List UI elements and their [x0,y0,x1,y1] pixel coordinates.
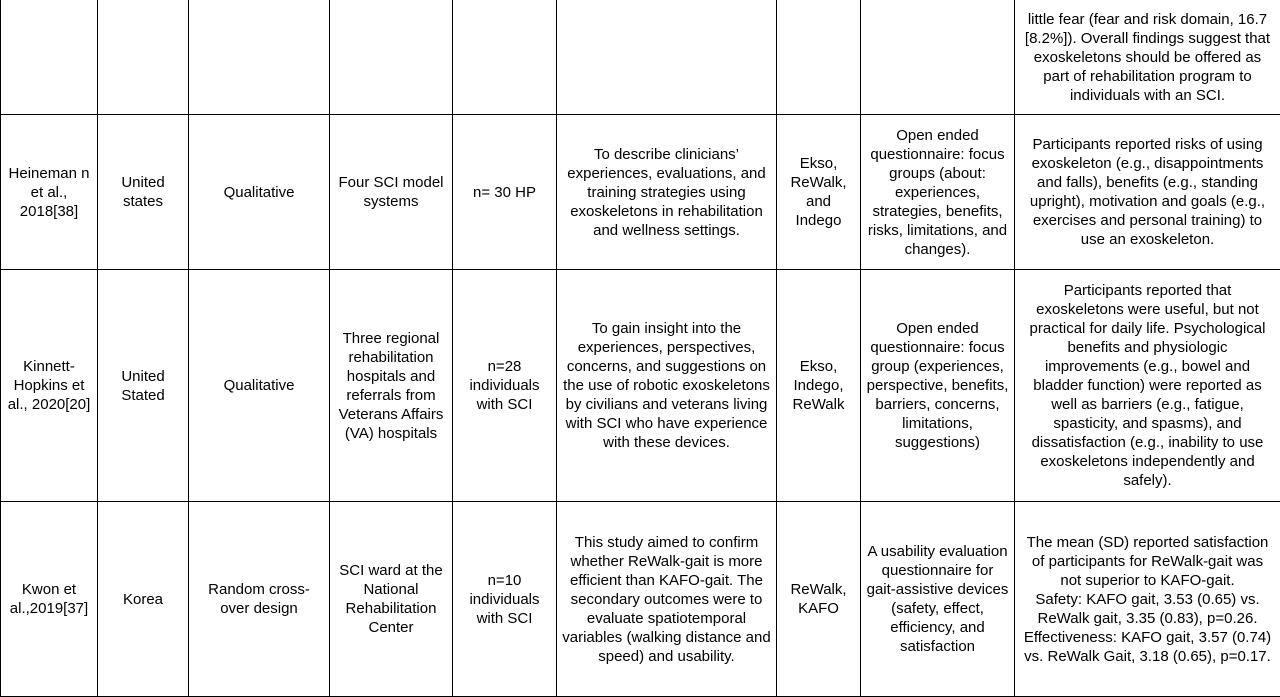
findings-effectiveness-line: Effectiveness: KAFO gait, 3.57 (0.74) vs. ReWalk Gait, 3.18 (0.65), p=0.17. [1023,628,1272,665]
aim-cell [557,0,777,115]
sample-cell [453,0,557,115]
findings-paragraph: The mean (SD) reported satisfaction of participants for ReWalk-gait was not superior to KAFO-gait. [1026,533,1269,589]
findings-cell: little fear (fear and risk domain, 16.7 [8.2%]). Overall findings suggest that exoskeletons should be offered as part of rehabilitation program to individuals with an SCI. [1015,0,1280,115]
measure-cell: Open ended questionnaire: focus groups (about: experiences, strategies, benefits, risks, limitations, and changes). [861,115,1015,270]
author-cell: Kwon et al.,2019[37] [1,502,98,697]
design-cell: Qualitative [189,115,330,270]
country-cell [98,0,189,115]
device-cell: ReWalk, KAFO [777,502,861,697]
device-cell: Ekso, ReWalk, and Indego [777,115,861,270]
country-cell: United states [98,115,189,270]
sample-cell: n=28 individuals with SCI [453,270,557,502]
design-cell: Random cross-over design [189,502,330,697]
country-cell: Korea [98,502,189,697]
measure-cell: Open ended questionnaire: focus group (experiences, perspective, benefits, barriers, concerns, limitations, suggestions) [861,270,1015,502]
aim-cell: To describe clinicians’ experiences, evaluations, and training strategies using exoskeletons in rehabilitation and wellness settings. [557,115,777,270]
author-cell: Kinnett-Hopkins et al., 2020[20] [1,270,98,502]
table-row [1,502,1280,697]
measure-cell [861,0,1015,115]
table-row [1,270,1280,502]
design-cell: Qualitative [189,270,330,502]
measure-cell: A usability evaluation questionnaire for gait-assistive devices (safety, effect, efficiency, and satisfaction [861,502,1015,697]
setting-cell: Four SCI model systems [330,115,453,270]
author-cell: Heineman n et al., 2018[38] [1,115,98,270]
design-cell [189,0,330,115]
sample-cell: n= 30 HP [453,115,557,270]
setting-cell [330,0,453,115]
findings-cell: Participants reported that exoskeletons were useful, but not practical for daily life. Psychological benefits and physiologic improvements (e.g., bowel and bladder function) were reported as well as barriers (e.g., fatigue, spasticity, and spasms), and dissatisfaction (e.g., inability to use exoskeletons independently and safely). [1015,270,1280,502]
table-row [1,115,1280,270]
author-cell [1,0,98,115]
setting-cell: SCI ward at the National Rehabilitation Center [330,502,453,697]
findings-safety-line: Safety: KAFO gait, 3.53 (0.65) vs. ReWalk gait, 3.35 (0.83), p=0.26. [1035,590,1260,627]
setting-cell: Three regional rehabilitation hospitals and referrals from Veterans Affairs (VA) hospitals [330,270,453,502]
device-cell: Ekso, Indego, ReWalk [777,270,861,502]
findings-cell [1015,502,1280,697]
table-row [1,0,1280,115]
device-cell [777,0,861,115]
aim-cell: This study aimed to confirm whether ReWalk-gait is more efficient than KAFO-gait. The secondary outcomes were to evaluate spatiotemporal variables (walking distance and speed) and usability. [557,502,777,697]
findings-cell: Participants reported risks of using exoskeleton (e.g., disappointments and falls), benefits (e.g., standing upright), motivation and goals (e.g., exercises and personal training) to use an exoskeleton. [1015,115,1280,270]
sample-cell: n=10 individuals with SCI [453,502,557,697]
country-cell: United Stated [98,270,189,502]
aim-cell: To gain insight into the experiences, perspectives, concerns, and suggestions on the use of robotic exoskeletons by civilians and veterans living with SCI who have experience with these devices. [557,270,777,502]
